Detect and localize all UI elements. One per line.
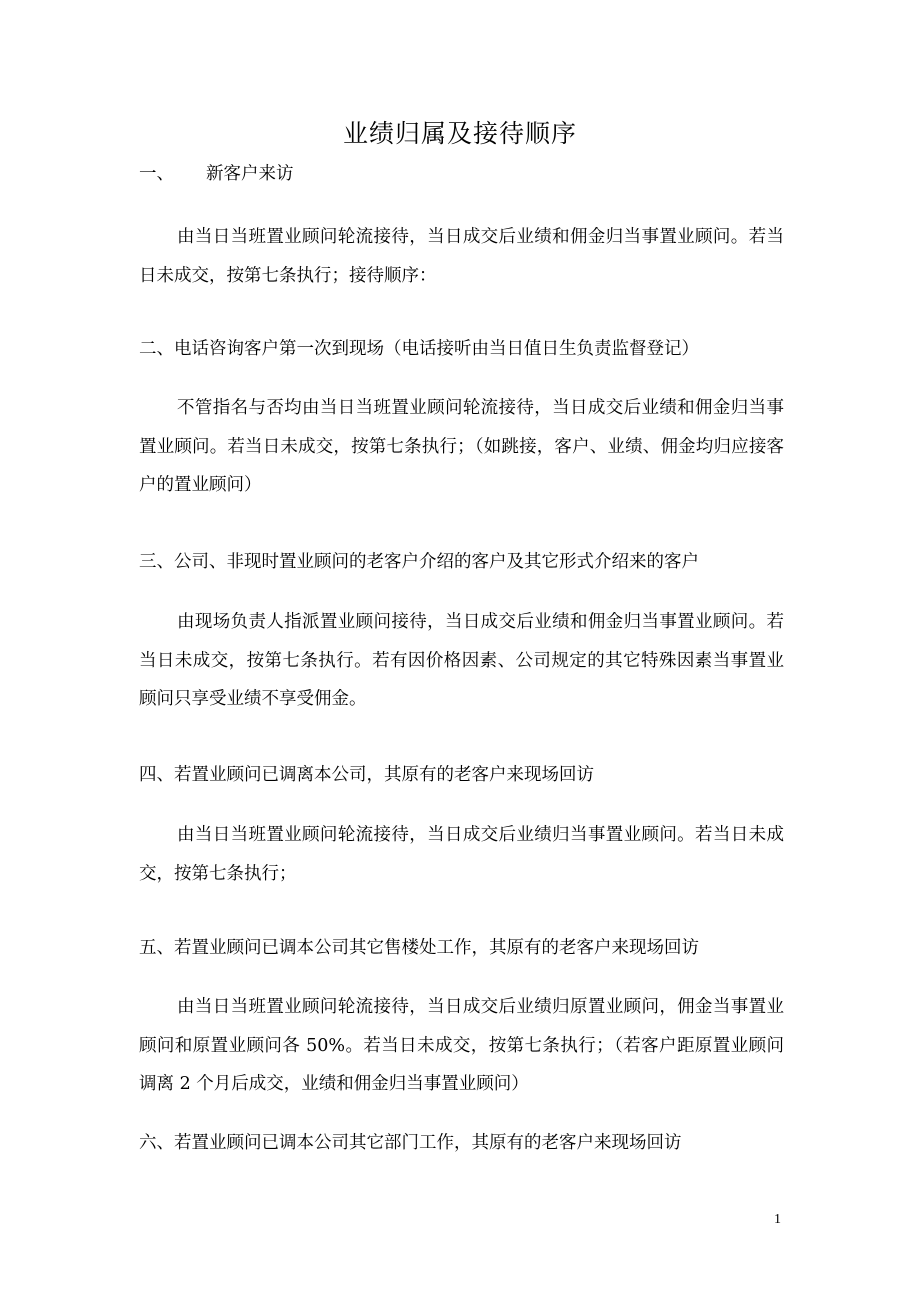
- section-5-body: 由当日当班置业顾问轮流接待，当日成交后业绩归原置业顾问，佣金当事置业顾问和原置业顾问各 50%。若当日未成交，按第七条执行；（若客户距原置业顾问调离 2 个月后成交，业绩和佣金归当事置业顾问）: [139, 997, 784, 1094]
- section-5-heading: 五、若置业顾问已调本公司其它售楼处工作，其原有的老客户来现场回访: [139, 938, 699, 958]
- section-2-heading: 二、电话咨询客户第一次到现场（电话接听由当日值日生负责监督登记）: [139, 339, 699, 359]
- document-title: 业绩归属及接待顺序: [342, 119, 577, 148]
- section-2-body: 不管指名与否均由当日当班置业顾问轮流接待，当日成交后业绩和佣金归当事置业顾问。若当日未成交，按第七条执行；（如跳接，客户、业绩、佣金均归应接客户的置业顾问）: [139, 398, 784, 495]
- section-1-title: 新客户来访: [206, 164, 294, 184]
- section-1-body: 由当日当班置业顾问轮流接待，当日成交后业绩和佣金归当事置业顾问。若当日未成交，按第七条执行；接待顺序：: [139, 227, 784, 286]
- section-4-body: 由当日当班置业顾问轮流接待，当日成交后业绩归当事置业顾问。若当日未成交，按第七条执行；: [139, 825, 784, 884]
- section-6-heading: 六、若置业顾问已调本公司其它部门工作，其原有的老客户来现场回访: [139, 1133, 682, 1153]
- section-3-body: 由现场负责人指派置业顾问接待，当日成交后业绩和佣金归当事置业顾问。若当日未成交，按第七条执行。若有因价格因素、公司规定的其它特殊因素当事置业顾问只享受业绩不享受佣金。: [139, 612, 784, 709]
- section-4-heading: 四、若置业顾问已调离本公司，其原有的老客户来现场回访: [139, 765, 594, 785]
- section-1-heading: [139, 162, 799, 186]
- section-3-heading: 三、公司、非现时置业顾问的老客户介绍的客户及其它形式介绍来的客户: [139, 552, 699, 572]
- section-1-number: 一、: [139, 164, 174, 184]
- page-number: 1: [774, 1212, 781, 1227]
